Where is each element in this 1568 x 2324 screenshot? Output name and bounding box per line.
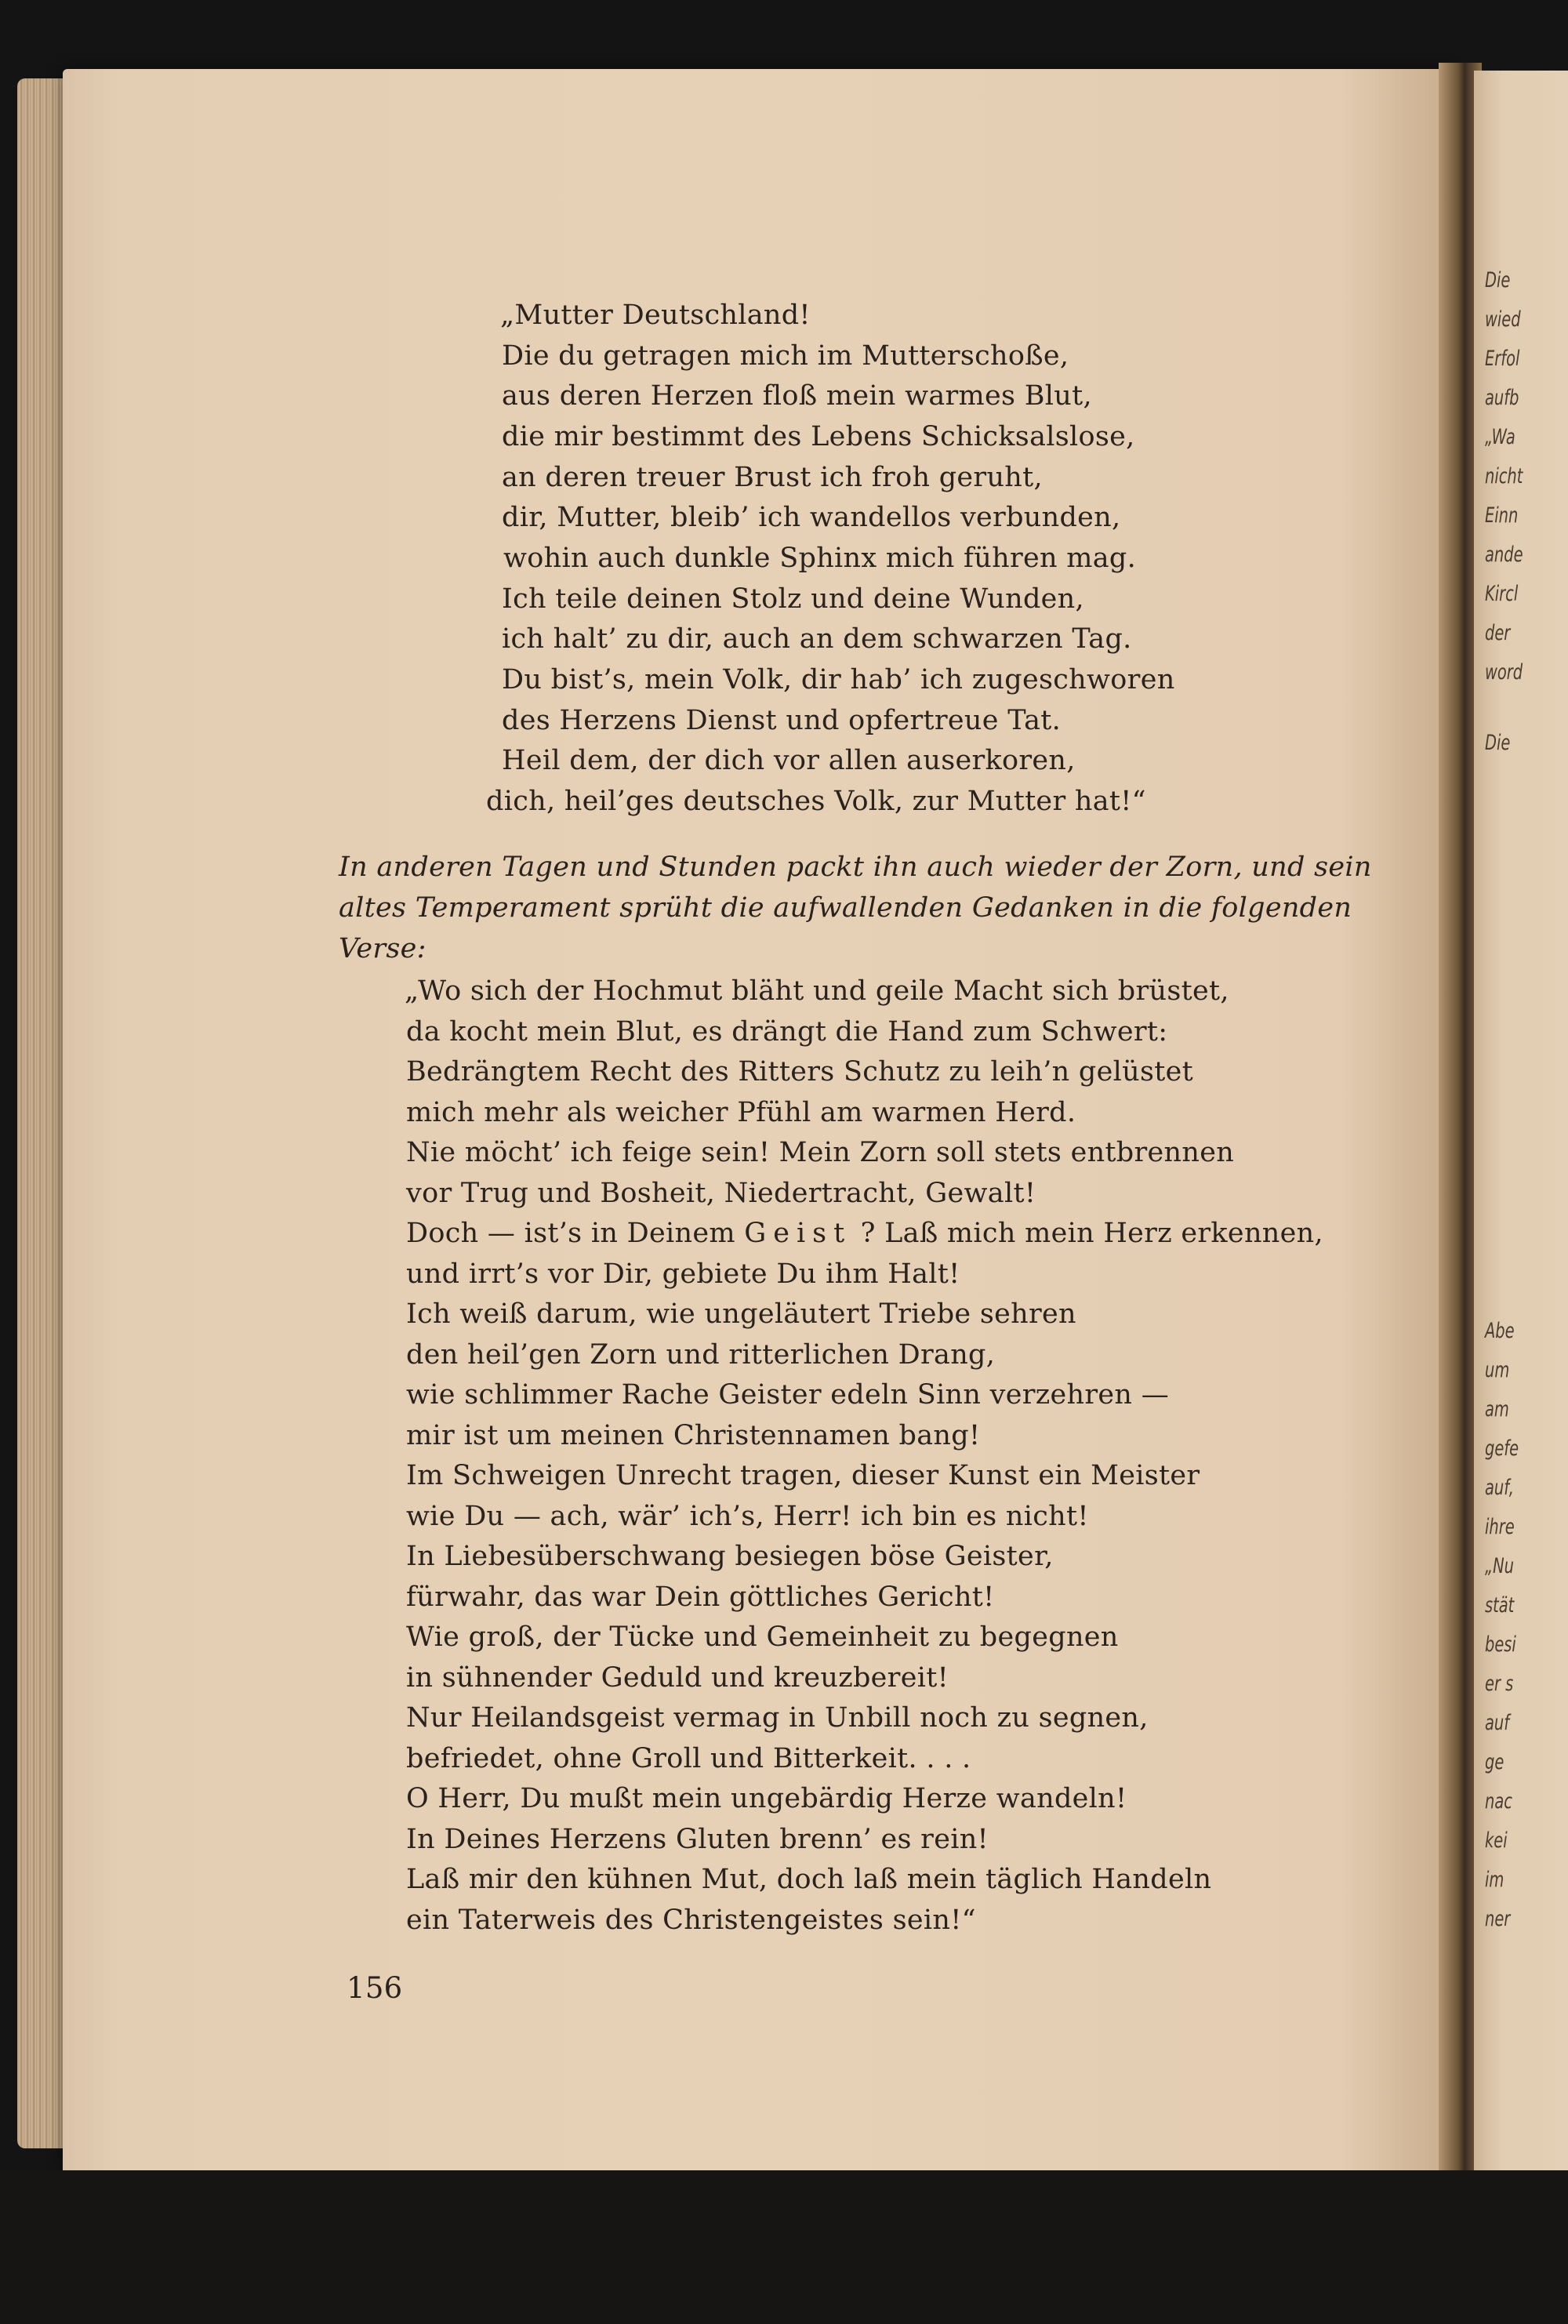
poem2-line: „Wo sich der Hochmut bläht und geile Macht sich brüstet,: [405, 975, 1229, 1007]
poem2-line: Nur Heilandsgeist vermag in Unbill noch zu segnen,: [406, 1702, 1149, 1734]
poem1-line: dir, Mutter, bleib’ ich wandellos verbunden,: [502, 502, 1121, 533]
poem2-line: [406, 1218, 1323, 1249]
poem2-line: wie Du — ach, wär’ ich’s, Herr! ich bin es nicht!: [406, 1501, 1089, 1532]
poem1-line: Heil dem, der dich vor allen auserkoren,: [502, 745, 1076, 776]
poem2-line: Ich weiß darum, wie ungeläutert Triebe sehren: [406, 1298, 1076, 1330]
poem2-line: befriedet, ohne Groll und Bitterkeit. . . .: [406, 1743, 971, 1774]
page-number: 156: [347, 1971, 403, 2005]
fragment-line: um: [1485, 1358, 1510, 1382]
poem2-line: In Liebesüberschwang besiegen böse Geister,: [406, 1541, 1054, 1572]
prose-line: Verse:: [339, 933, 426, 964]
fragment-line: ande: [1485, 543, 1523, 567]
fragment-line: „Nu: [1485, 1554, 1514, 1578]
fragment-line: ge: [1485, 1750, 1504, 1774]
poem1-line: ich halt’ zu dir, auch an dem schwarzen Tag.: [502, 623, 1132, 655]
poem2-line: in sühnender Geduld und kreuzbereit!: [406, 1662, 949, 1694]
poem2-line: Laß mir den kühnen Mut, doch laß mein täglich Handeln: [406, 1864, 1212, 1895]
fragment-line: word: [1485, 660, 1523, 684]
poem2-line: da kocht mein Blut, es drängt die Hand zum Schwert:: [406, 1016, 1168, 1048]
poem2-line: Bedrängtem Recht des Ritters Schutz zu leih’n gelüstet: [406, 1056, 1193, 1088]
fragment-line: ner: [1485, 1907, 1511, 1931]
poem1-line: die mir bestimmt des Lebens Schicksalslose,: [502, 421, 1135, 452]
poem2-line: den heil’gen Zorn und ritterlichen Drang,: [406, 1339, 996, 1371]
poem2-line: Nie möcht’ ich feige sein! Mein Zorn soll stets entbrennen: [406, 1137, 1235, 1168]
fragment-line: nicht: [1485, 464, 1523, 488]
poem2-line: mir ist um meinen Christennamen bang!: [406, 1420, 981, 1451]
fragment-line: am: [1485, 1397, 1509, 1422]
fragment-line: Abe: [1485, 1319, 1515, 1343]
poem2-line: ein Taterweis des Christengeistes sein!“: [406, 1905, 976, 1936]
poem2-line: fürwahr, das war Dein göttliches Gericht!: [406, 1581, 995, 1613]
next-page-edge: [1474, 71, 1568, 2180]
poem1-line: Die du getragen mich im Mutterschoße,: [502, 340, 1069, 372]
fragment-line: kei: [1485, 1828, 1508, 1853]
prose-line: altes Temperament sprüht die aufwallenden Gedanken in die folgenden: [339, 892, 1352, 924]
poem2-line: O Herr, Du mußt mein ungebärdig Herze wandeln!: [406, 1783, 1127, 1814]
poem1-line: des Herzens Dienst und opfertreue Tat.: [502, 705, 1062, 736]
poem2-line: Im Schweigen Unrecht tragen, dieser Kunst ein Meister: [406, 1460, 1200, 1491]
poem1-line: Ich teile deinen Stolz und deine Wunden,: [502, 583, 1084, 615]
poem1-line: aus deren Herzen floß mein warmes Blut,: [502, 380, 1092, 412]
poem1-line: Du bist’s, mein Volk, dir hab’ ich zugeschworen: [502, 664, 1175, 695]
poem2-line: mich mehr als weicher Pfühl am warmen Herd.: [406, 1097, 1076, 1128]
poem2-line: Wie groß, der Tücke und Gemeinheit zu begegnen: [406, 1621, 1119, 1653]
fragment-line: Die: [1485, 731, 1511, 755]
fragment-line: ihre: [1485, 1515, 1515, 1539]
poem1-line: an deren treuer Brust ich froh geruht,: [502, 462, 1043, 493]
fragment-line: Erfol: [1485, 347, 1520, 371]
poem1-line: dich, heil’ges deutsches Volk, zur Mutter hat!“: [486, 786, 1146, 817]
fragment-line: Kircl: [1485, 582, 1519, 606]
fragment-line: aufb: [1485, 386, 1519, 410]
fragment-line: auf: [1485, 1711, 1510, 1735]
poem2-line: und irrt’s vor Dir, gebiete Du ihm Halt!: [406, 1258, 960, 1290]
fragment-line: Die: [1485, 268, 1511, 292]
fragment-line: im: [1485, 1868, 1504, 1892]
fragment-line: der: [1485, 621, 1511, 645]
fragment-line: besi: [1485, 1632, 1516, 1657]
poem1-line: „Mutter Deutschland!: [500, 300, 811, 331]
prose-line: In anderen Tagen und Stunden packt ihn auch wieder der Zorn, und sein: [339, 852, 1372, 883]
poem1-line: wohin auch dunkle Sphinx mich führen mag.: [503, 543, 1137, 574]
line-text-after: ? Laß mich mein Herz erkennen,: [860, 1218, 1323, 1249]
fragment-line: auf,: [1485, 1476, 1514, 1500]
emphasized-word: Geist: [744, 1218, 852, 1249]
line-text-before: Doch — ist’s in Deinem: [406, 1218, 735, 1249]
background-surface: [0, 2170, 1568, 2324]
fragment-line: wied: [1485, 307, 1521, 332]
poem2-line: wie schlimmer Rache Geister edeln Sinn verzehren —: [406, 1379, 1169, 1411]
fragment-line: „Wa: [1485, 425, 1515, 449]
poem2-line: vor Trug und Bosheit, Niedertracht, Gewalt!: [406, 1178, 1036, 1209]
fragment-line: Einn: [1485, 503, 1519, 528]
fragment-line: er s: [1485, 1672, 1514, 1696]
fragment-line: gefe: [1485, 1436, 1519, 1461]
poem2-line: In Deines Herzens Gluten brenn’ es rein!: [406, 1824, 989, 1855]
fragment-line: nac: [1485, 1789, 1512, 1814]
fragment-line: stät: [1485, 1593, 1515, 1618]
